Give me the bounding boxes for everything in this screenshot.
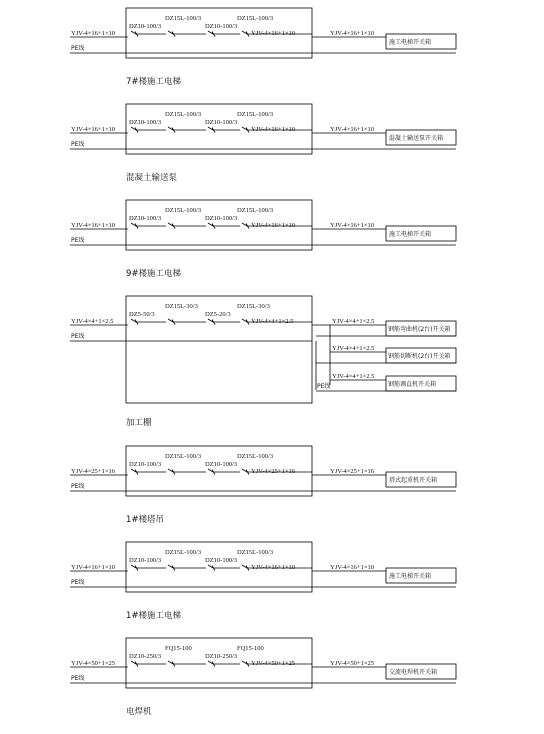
- panel-5: [70, 542, 456, 621]
- load-label: 混凝土输送泵开关箱: [389, 135, 444, 142]
- breaker-label: DZ15L-100/3: [237, 549, 274, 556]
- section-title: 9#楼施工电梯: [126, 269, 182, 279]
- breaker-label: DZ15L-100/3: [165, 15, 202, 22]
- breaker-label: DZ10-250/3: [129, 653, 162, 660]
- breaker-label: DZ15L-100/3: [165, 549, 202, 556]
- breaker-label: DZ10-100/3: [205, 215, 238, 222]
- load-label: 施工电梯开关箱: [389, 39, 432, 46]
- mid-cable-label: YJV-4×16+1×10: [251, 30, 295, 37]
- panel-0: [70, 8, 456, 87]
- pe-label: PE线: [71, 333, 85, 340]
- pe-label: PE线: [71, 483, 85, 490]
- breaker-label: DZ10-250/3: [205, 653, 238, 660]
- panel-6: [70, 638, 456, 717]
- output-cable-label: YJV-4×16+1×10: [330, 30, 374, 37]
- incoming-cable-label: YJV-4×16+1×10: [71, 564, 115, 571]
- load-label: 交流电焊机开关箱: [389, 669, 438, 676]
- load-label: 施工电梯开关箱: [389, 573, 432, 580]
- panel-1: [70, 104, 456, 183]
- pe-label: PE线: [71, 675, 85, 682]
- breaker-label: DZ10-100/3: [129, 461, 162, 468]
- breaker-label: DZ10-100/3: [129, 119, 162, 126]
- pe-label: PE线: [71, 141, 85, 148]
- load-label: 施工电梯开关箱: [389, 231, 432, 238]
- output-cable-label: YJV-4×4+1×2.5: [332, 345, 375, 352]
- section-title: 1#楼施工电梯: [126, 611, 182, 621]
- pe-label: PE线: [71, 237, 85, 244]
- section-title: 混凝土输送泵: [126, 173, 178, 183]
- mid-cable-label: YJV-4×16+1×10: [251, 564, 295, 571]
- mid-cable-label: YJV-4×25+1×16: [251, 468, 295, 475]
- incoming-cable-label: YJV-4×16+1×10: [71, 222, 115, 229]
- load-label: 钢筋调直机开关箱: [388, 381, 437, 388]
- output-cable-label: YJV-4×16+1×10: [330, 222, 374, 229]
- panel-4: [70, 446, 456, 525]
- output-cable-label: YJV-4×4+1×2.5: [332, 318, 375, 325]
- load-label: 塔式起重机开关箱: [389, 477, 438, 484]
- breaker-label: DZ15L-100/3: [237, 15, 274, 22]
- load-label: 钢筋切断机(2台)开关箱: [388, 353, 451, 360]
- incoming-cable-label: YJV-4×4+1×2.5: [71, 318, 114, 325]
- breaker-label: DZ10-100/3: [205, 557, 238, 564]
- breaker-label: DZ10-100/3: [205, 23, 238, 30]
- breaker-label: DZ15L-100/3: [237, 111, 274, 118]
- panel-3: [70, 296, 456, 428]
- breaker-label: DZ5-20/3: [205, 311, 231, 318]
- incoming-cable-label: YJV-4×50+1×25: [71, 660, 115, 667]
- breaker-label: DZ15L-30/3: [237, 303, 270, 310]
- breaker-label: DZ15L-100/3: [237, 207, 274, 214]
- breaker-label: DZ5-50/3: [129, 311, 155, 318]
- breaker-label: DZ15L-100/3: [165, 453, 202, 460]
- breaker-label: DZ15L-100/3: [165, 207, 202, 214]
- section-title: 加工棚: [126, 418, 152, 428]
- section-title: 1#楼塔吊: [126, 515, 165, 525]
- mid-cable-label: YJV-4×50+1×25: [251, 660, 295, 667]
- pe-label: PE线: [71, 45, 85, 52]
- pe-label: PE线: [317, 383, 331, 390]
- breaker-label: DZ15L-30/3: [165, 303, 198, 310]
- output-cable-label: YJV-4×25+1×16: [330, 468, 374, 475]
- pe-label: PE线: [71, 579, 85, 586]
- mid-cable-label: YJV-4×16+1×10: [251, 126, 295, 133]
- section-title: 7#楼施工电梯: [126, 77, 182, 87]
- breaker-label: FQ15-100: [237, 645, 264, 652]
- output-cable-label: YJV-4×4+1×2.5: [332, 373, 375, 380]
- breaker-label: FQ15-100: [165, 645, 192, 652]
- section-title: 电焊机: [126, 707, 152, 717]
- panel-2: [70, 200, 456, 279]
- output-cable-label: YJV-4×16+1×10: [330, 564, 374, 571]
- breaker-label: DZ10-100/3: [129, 557, 162, 564]
- breaker-label: DZ10-100/3: [205, 461, 238, 468]
- breaker-label: DZ10-100/3: [129, 23, 162, 30]
- incoming-cable-label: YJV-4×16+1×10: [71, 126, 115, 133]
- breaker-label: DZ10-100/3: [129, 215, 162, 222]
- mid-cable-label: YJV-4×4+1×2.5: [251, 318, 294, 325]
- breaker-label: DZ15L-100/3: [237, 453, 274, 460]
- incoming-cable-label: YJV-4×16+1×10: [71, 30, 115, 37]
- breaker-label: DZ15L-100/3: [165, 111, 202, 118]
- output-cable-label: YJV-4×50+1×25: [330, 660, 374, 667]
- incoming-cable-label: YJV-4×25+1×16: [71, 468, 115, 475]
- load-label: 钢筋弯曲机(2台)开关箱: [388, 326, 451, 333]
- output-cable-label: YJV-4×16+1×10: [330, 126, 374, 133]
- breaker-label: DZ10-100/3: [205, 119, 238, 126]
- mid-cable-label: YJV-4×16+1×10: [251, 222, 295, 229]
